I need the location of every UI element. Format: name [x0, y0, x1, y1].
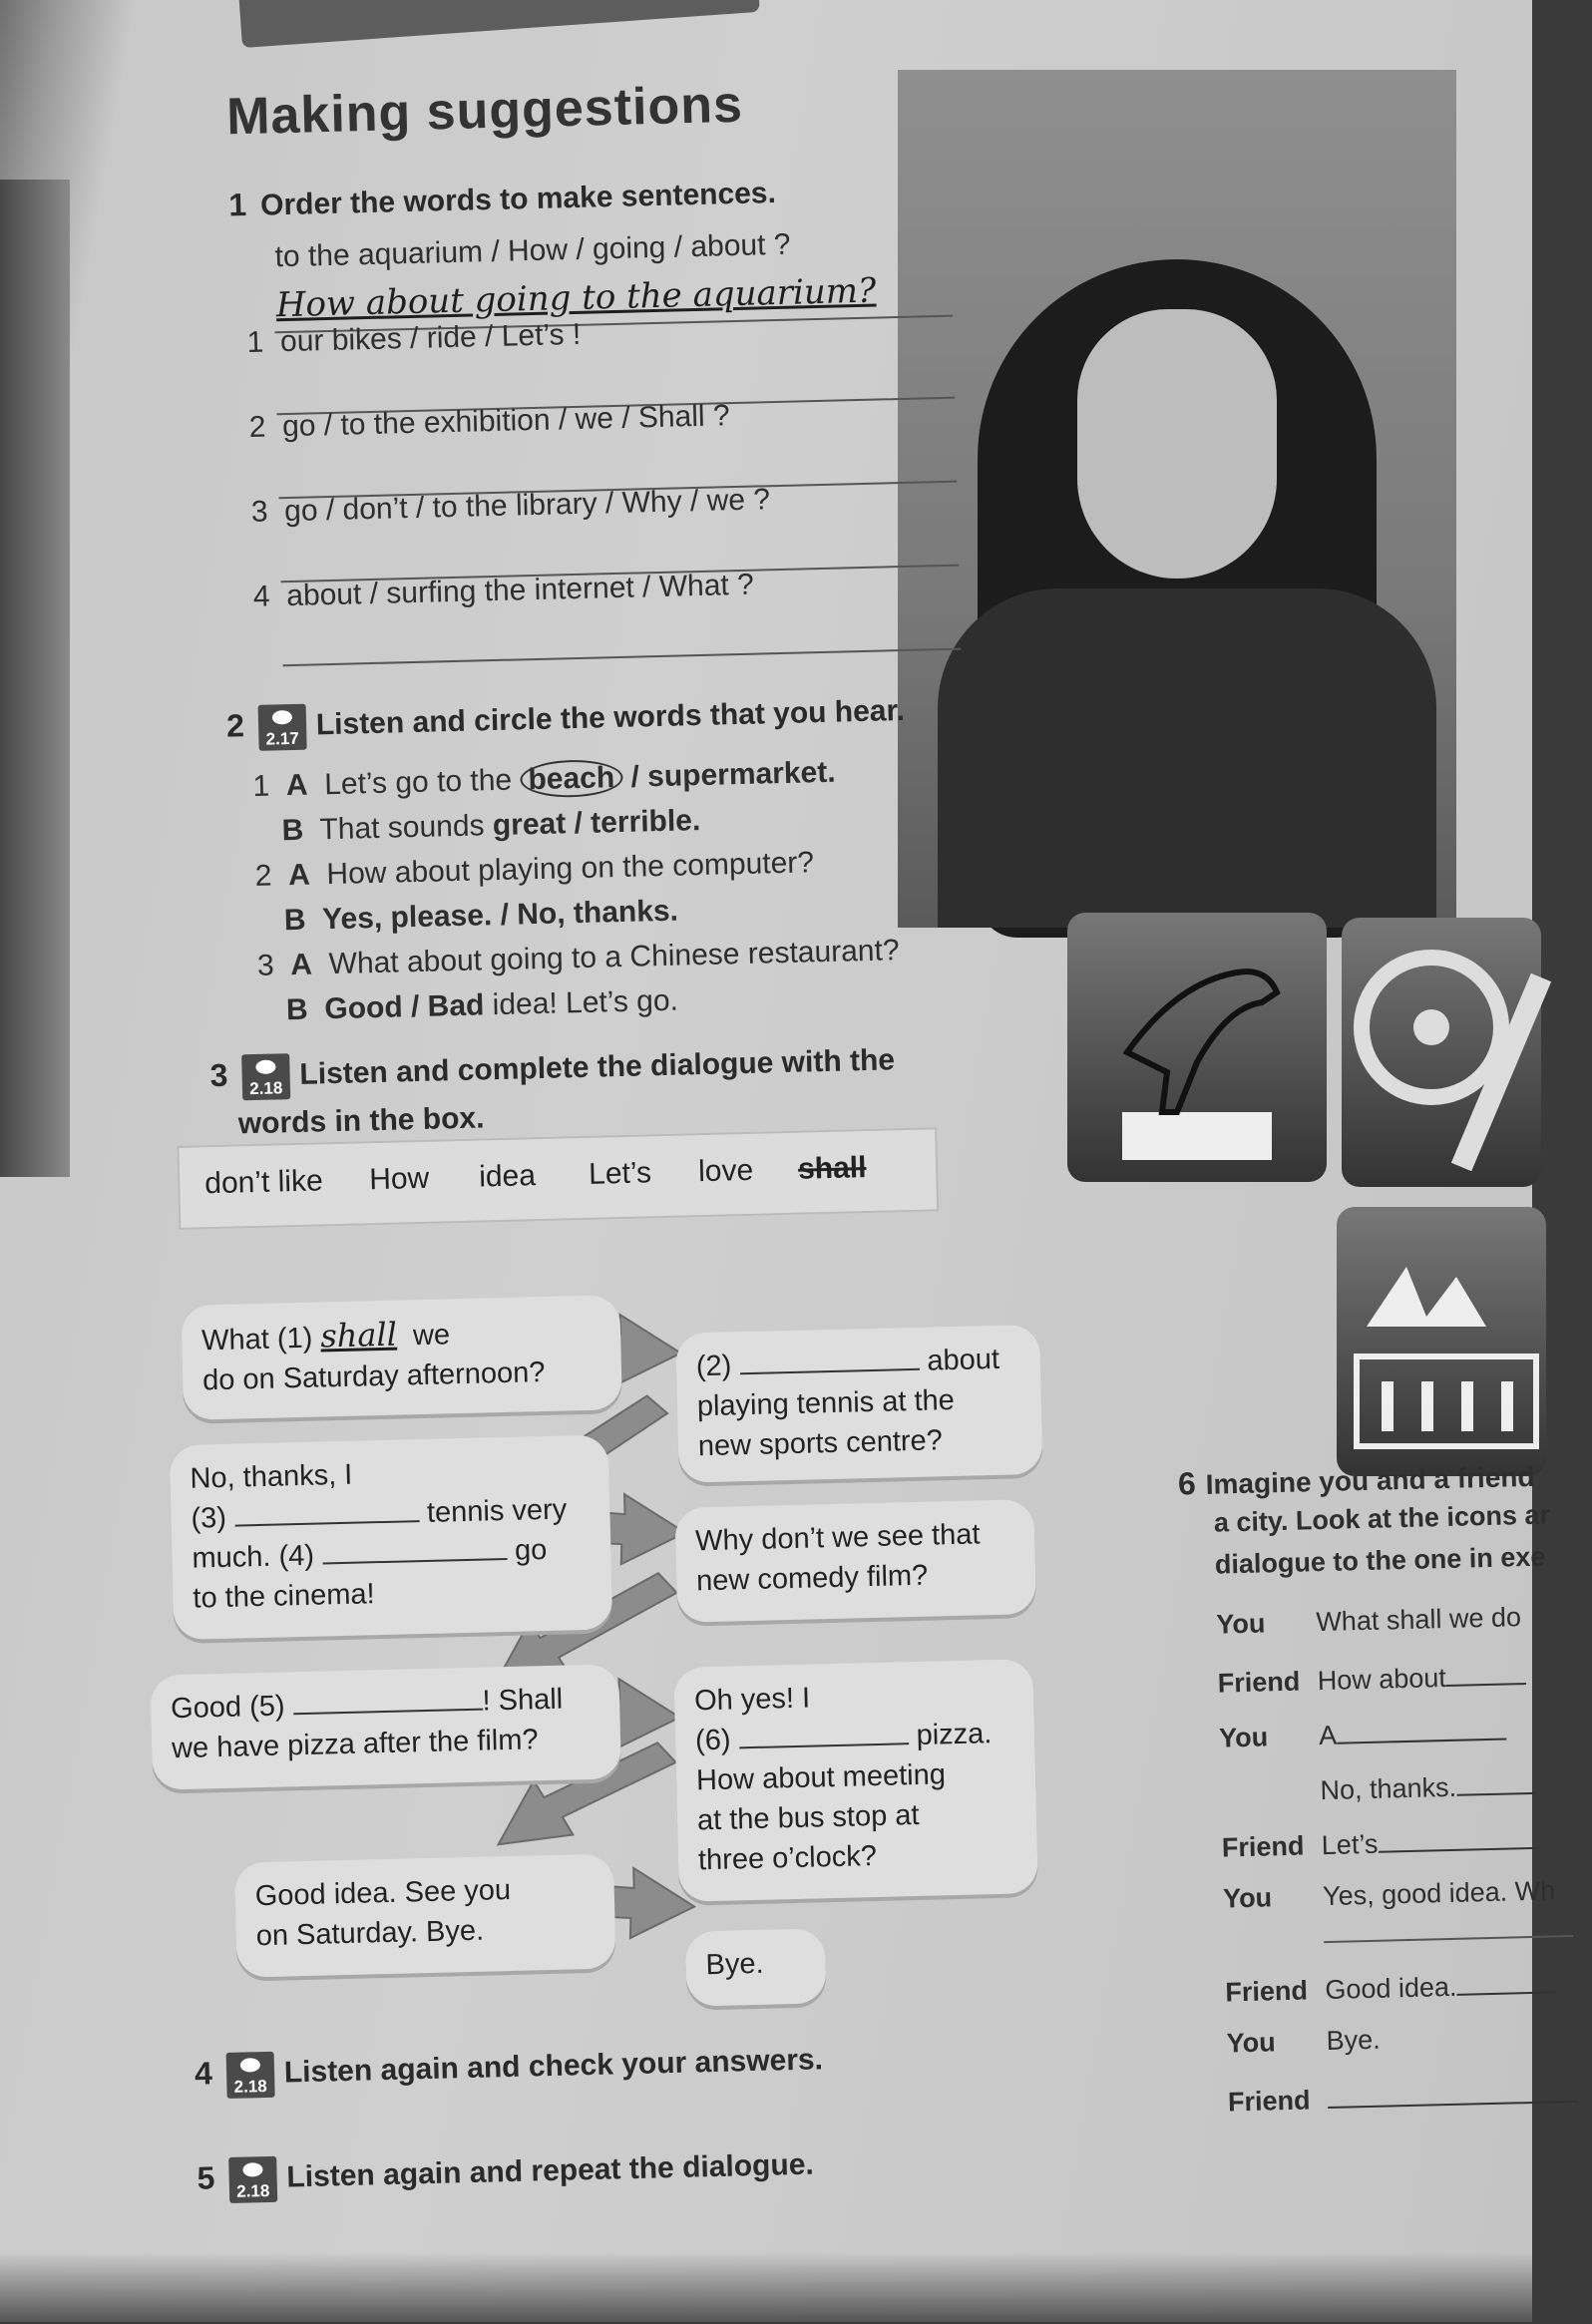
- ex2-item-3b: B Good / Bad idea! Let’s go.: [285, 983, 679, 1027]
- answer-blank[interactable]: [739, 1343, 920, 1374]
- ex6-line2: a city. Look at the icons ar: [1213, 1499, 1551, 1538]
- ex6-row: Friend: [1228, 2075, 1578, 2119]
- ex3-instruction-2: words in the box.: [237, 1101, 485, 1141]
- ex3-number: 3: [209, 1056, 228, 1094]
- bubble-answer: shall: [319, 1315, 398, 1356]
- circled-answer[interactable]: beach: [520, 759, 623, 798]
- dialogue-bubble-7: Good idea. See you on Saturday. Bye.: [234, 1853, 616, 1977]
- answer-line[interactable]: [283, 648, 962, 667]
- answer-blank[interactable]: [738, 1717, 909, 1748]
- dialogue-bubble-6: Oh yes! I (6) pizza. How about meeting at the bus stop at three o’clock?: [673, 1659, 1038, 1902]
- ex1-instruction: Order the words to make sentences.: [259, 176, 777, 222]
- answer-blank[interactable]: [1456, 1766, 1537, 1796]
- answer-line[interactable]: [1324, 1935, 1573, 1943]
- box-word: don’t like: [203, 1164, 324, 1201]
- ex2-item-2b: B Yes, please. / No, thanks.: [283, 894, 679, 938]
- audio-cd-icon[interactable]: 2.18: [241, 1053, 290, 1100]
- answer-blank[interactable]: [234, 1494, 420, 1527]
- box-word: How: [368, 1161, 430, 1197]
- ex6-line3: dialogue to the one in exe: [1214, 1541, 1546, 1580]
- ex1-heading: [228, 174, 776, 223]
- audio-cd-icon[interactable]: 2.18: [228, 2156, 277, 2203]
- ex5-heading: [197, 2143, 814, 2204]
- ex1-item-1: 1 our bikes / ride / Let’s !: [246, 317, 582, 359]
- box-word: idea: [478, 1159, 537, 1194]
- ex5-instruction: Listen again and repeat the dialogue.: [286, 2147, 815, 2194]
- ex1-number: 1: [227, 186, 247, 223]
- ex2-heading: [226, 689, 906, 752]
- dialogue-bubble-5: Good (5) ! Shall we have pizza after the film?: [150, 1664, 621, 1789]
- ex2-item-2a: 2 A How about playing on the computer?: [254, 846, 815, 893]
- dialogue-bubble-8: Bye.: [685, 1928, 827, 2006]
- ex1-item-3: 3 go / don’t / to the library / Why / we ?: [250, 483, 771, 529]
- page-title: Making suggestions: [225, 75, 744, 147]
- dialogue-bubble-3: No, thanks, I (3) tennis very much. (4) go to the cinema!: [170, 1434, 613, 1640]
- ex6-row: You What shall we do: [1216, 1602, 1522, 1640]
- ex6-row: Friend How about: [1217, 1657, 1526, 1700]
- ex6-row: Friend Let’s: [1221, 1821, 1537, 1864]
- dialogue-bubble-2: (2) about playing tennis at the new sports centre?: [675, 1325, 1043, 1483]
- ex1-item-4: 4 about / surfing the internet / What ?: [252, 568, 755, 613]
- ex4-number: 4: [194, 2055, 213, 2092]
- answer-blank[interactable]: [322, 1532, 508, 1565]
- ex4-heading: [195, 2038, 824, 2099]
- answer-blank[interactable]: [1328, 2075, 1578, 2109]
- ex3-heading: [209, 1038, 895, 1101]
- dialogue-bubble-4: Why don’t we see that new comedy film?: [674, 1499, 1036, 1623]
- answer-blank[interactable]: [1445, 1657, 1526, 1687]
- ex6-heading: 6 Imagine you and a friend: [1177, 1460, 1535, 1502]
- audio-cd-icon[interactable]: 2.18: [225, 2052, 274, 2099]
- answer-blank[interactable]: [292, 1683, 483, 1716]
- answer-blank[interactable]: [1378, 1821, 1538, 1853]
- box-word: Let’s: [588, 1156, 652, 1191]
- word-box: [177, 1127, 939, 1230]
- ex6-row: No, thanks.: [1220, 1766, 1536, 1809]
- audio-cd-icon[interactable]: 2.17: [257, 704, 306, 751]
- ex1-example-answer: How about going to the aquarium?: [275, 270, 877, 326]
- ex6-row: You A: [1219, 1713, 1507, 1754]
- ex6-row: You Bye.: [1226, 2024, 1381, 2059]
- ex1-example-prompt: to the aquarium / How / going / about ?: [274, 227, 791, 274]
- ex6-row: Friend Good idea.: [1225, 1965, 1557, 2008]
- dialogue-bubble-1: What (1) shall we do on Saturday afternoon?: [181, 1295, 622, 1420]
- ex2-item-1a: 1 A Let’s go to the beach / supermarket.: [252, 755, 836, 803]
- ex2-instruction: Listen and circle the words that you hear.: [315, 693, 906, 742]
- page-content: [120, 0, 1592, 2323]
- page-bottom-shadow: [0, 2252, 1532, 2322]
- box-word: love: [697, 1153, 754, 1189]
- answer-blank[interactable]: [1456, 1965, 1557, 1995]
- ex2-number: 2: [225, 707, 245, 744]
- ex3-instruction-1: Listen and complete the dialogue with the: [299, 1043, 896, 1091]
- ex1-item-2: 2 go / to the exhibition / we / Shall ?: [248, 399, 731, 444]
- box-word-used: shall: [797, 1151, 867, 1186]
- ex5-number: 5: [197, 2159, 215, 2196]
- page-shadow: [0, 180, 70, 1177]
- ex2-item-1b: B That sounds great / terrible.: [281, 804, 701, 848]
- ex4-instruction: Listen again and check your answers.: [283, 2043, 824, 2090]
- ex6-row: You Yes, good idea. Wh: [1222, 1875, 1556, 1914]
- ex2-item-3a: 3 A What about going to a Chinese restaurant?: [256, 934, 900, 982]
- answer-blank[interactable]: [1337, 1713, 1507, 1744]
